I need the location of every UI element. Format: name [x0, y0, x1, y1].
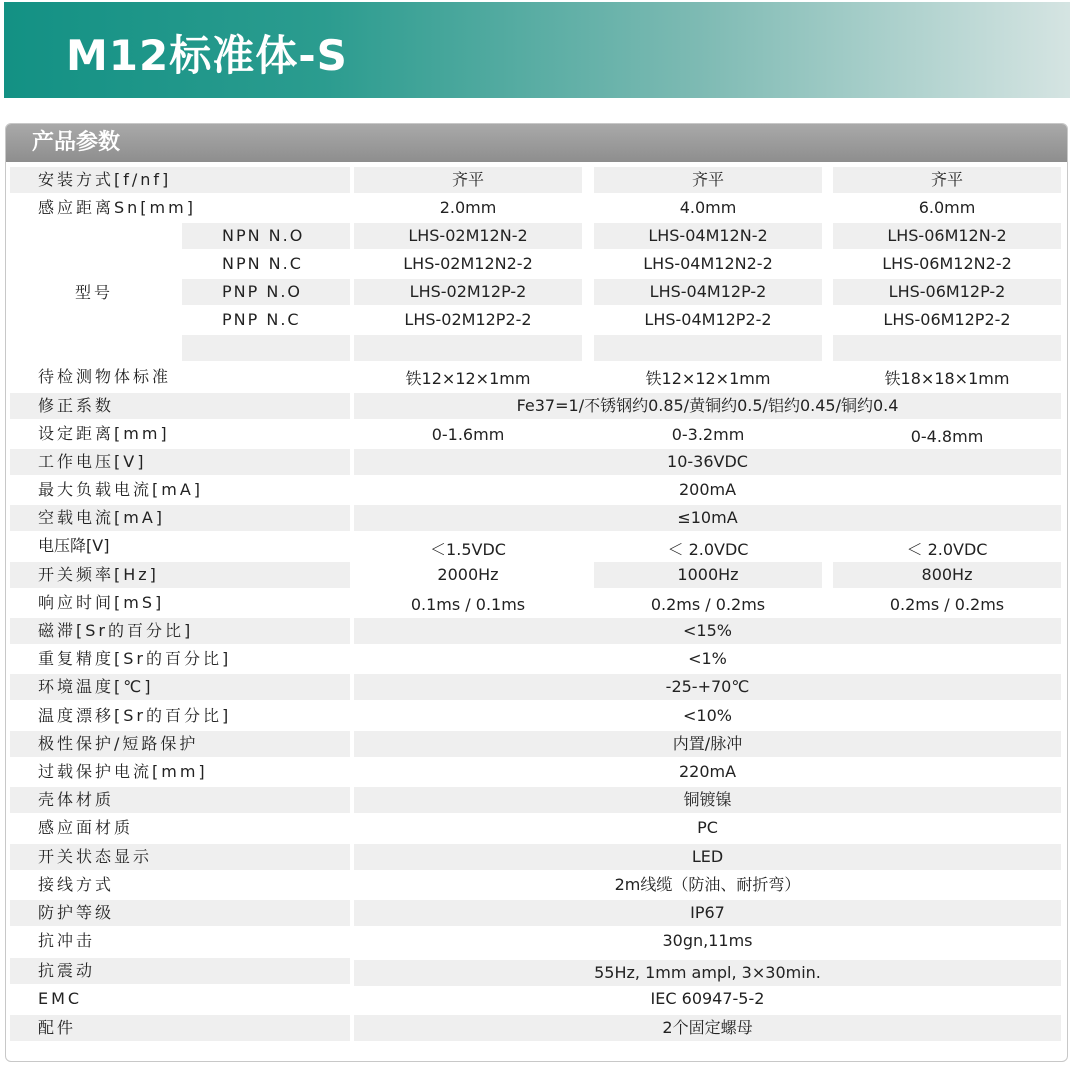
- blank-cell: [594, 335, 822, 361]
- model-value: LHS-02M12P2-2: [404, 310, 532, 329]
- blank-cell: [833, 335, 1061, 361]
- row-value: LED: [354, 844, 1061, 870]
- row-label: 抗冲击: [38, 931, 96, 950]
- row-value: 2000Hz: [437, 565, 499, 584]
- row-value: 30gn,11ms: [662, 931, 753, 950]
- row-value: ＜1.5VDC: [430, 540, 506, 559]
- row-label: 待检测物体标准: [38, 367, 172, 386]
- row-value: 10-36VDC: [354, 449, 1061, 475]
- row-label: 温度漂移[Sr的百分比]: [38, 706, 232, 725]
- row-value: 铁12×12×1mm: [405, 369, 531, 388]
- row-label: 空载电流[mA]: [10, 505, 350, 531]
- row-value: 55Hz, 1mm ampl, 3×30min.: [354, 960, 1061, 986]
- blank-cell: [182, 335, 350, 361]
- row-label: 防护等级: [10, 900, 350, 926]
- row-label: 响应时间[mS]: [38, 593, 165, 612]
- row-label: 壳体材质: [10, 787, 350, 813]
- row-label: 感应面材质: [38, 818, 134, 837]
- row-label: 感应距离Sn[mm]: [38, 198, 196, 217]
- model-type: PNP N.C: [222, 310, 301, 329]
- row-value: 内置/脉冲: [354, 731, 1061, 757]
- row-label: 开关频率[Hz]: [10, 562, 350, 588]
- row-value: PC: [697, 818, 718, 837]
- title-banner: [4, 2, 1070, 98]
- page-title: M12标准体-S: [66, 31, 348, 80]
- model-value: LHS-04M12N2-2: [643, 254, 773, 273]
- row-label: 抗震动: [10, 958, 350, 984]
- row-value: 0.1ms / 0.1ms: [410, 595, 526, 614]
- row-value: <10%: [683, 706, 732, 725]
- row-label: 重复精度[Sr的百分比]: [38, 649, 232, 668]
- model-value: LHS-04M12N-2: [594, 223, 822, 249]
- row-label: 开关状态显示: [10, 844, 350, 870]
- model-value: LHS-02M12N2-2: [403, 254, 533, 273]
- row-value: 齐平: [833, 167, 1061, 193]
- row-label: 安装方式[f/nf]: [10, 167, 350, 193]
- row-value: ≤10mA: [354, 505, 1061, 531]
- section-header: [6, 124, 1067, 162]
- row-label: 设定距离[mm]: [38, 424, 170, 443]
- row-value: 0-1.6mm: [431, 425, 505, 444]
- model-type: PNP N.O: [182, 279, 350, 305]
- model-type: NPN N.O: [182, 223, 350, 249]
- row-label: 工作电压[V]: [10, 449, 350, 475]
- row-value: -25-+70℃: [354, 674, 1061, 700]
- row-value: 1000Hz: [594, 562, 822, 588]
- blank-cell: [354, 335, 582, 361]
- row-value: 0.2ms / 0.2ms: [889, 595, 1005, 614]
- row-label: EMC: [38, 989, 83, 1008]
- row-label: 修正系数: [10, 393, 350, 419]
- row-value: 6.0mm: [918, 198, 976, 217]
- model-value: LHS-04M12P2-2: [644, 310, 772, 329]
- row-value: <1%: [688, 649, 727, 668]
- model-label: 型号: [74, 283, 113, 302]
- section-title: 产品参数: [32, 130, 121, 155]
- row-value: IEC 60947-5-2: [650, 989, 765, 1008]
- spec-card: [5, 123, 1068, 1062]
- model-value: LHS-06M12P2-2: [883, 310, 1011, 329]
- row-value: 800Hz: [833, 562, 1061, 588]
- row-value: 200mA: [678, 480, 737, 499]
- row-label: 配件: [10, 1015, 350, 1041]
- row-value: ＜ 2.0VDC: [906, 540, 988, 559]
- row-label: 接线方式: [38, 875, 115, 894]
- row-value: <15%: [354, 618, 1061, 644]
- row-value: 4.0mm: [679, 198, 737, 217]
- row-value: 220mA: [678, 762, 737, 781]
- row-value: Fe37=1/不锈钢约0.85/黄铜约0.5/铝约0.45/铜约0.4: [354, 393, 1061, 419]
- row-value: 齐平: [354, 167, 582, 193]
- model-value: LHS-02M12N-2: [354, 223, 582, 249]
- row-label: 电压降[V]: [38, 536, 110, 555]
- model-value: LHS-06M12N-2: [833, 223, 1061, 249]
- row-label: 极性保护/短路保护: [10, 731, 350, 757]
- model-type: NPN N.C: [222, 254, 303, 273]
- row-label: 环境温度[℃]: [10, 674, 350, 700]
- row-value: 0-4.8mm: [910, 427, 984, 446]
- row-value: 铁12×12×1mm: [645, 369, 771, 388]
- row-value: 0-3.2mm: [671, 425, 745, 444]
- row-value: 2个固定螺母: [354, 1015, 1061, 1041]
- row-value: 铜镀镍: [354, 787, 1061, 813]
- model-value: LHS-04M12P-2: [594, 279, 822, 305]
- row-label: 磁滞[Sr的百分比]: [10, 618, 350, 644]
- row-value: 铁18×18×1mm: [884, 369, 1010, 388]
- row-value: ＜ 2.0VDC: [667, 540, 749, 559]
- model-value: LHS-06M12N2-2: [882, 254, 1012, 273]
- row-value: 2.0mm: [439, 198, 497, 217]
- row-value: 0.2ms / 0.2ms: [650, 595, 766, 614]
- model-value: LHS-06M12P-2: [833, 279, 1061, 305]
- row-value: IP67: [354, 900, 1061, 926]
- row-value: 2m线缆（防油、耐折弯）: [614, 875, 801, 894]
- row-label: 过载保护电流[mm]: [38, 762, 208, 781]
- model-value: LHS-02M12P-2: [354, 279, 582, 305]
- row-label: 最大负载电流[mA]: [38, 480, 204, 499]
- row-value: 齐平: [594, 167, 822, 193]
